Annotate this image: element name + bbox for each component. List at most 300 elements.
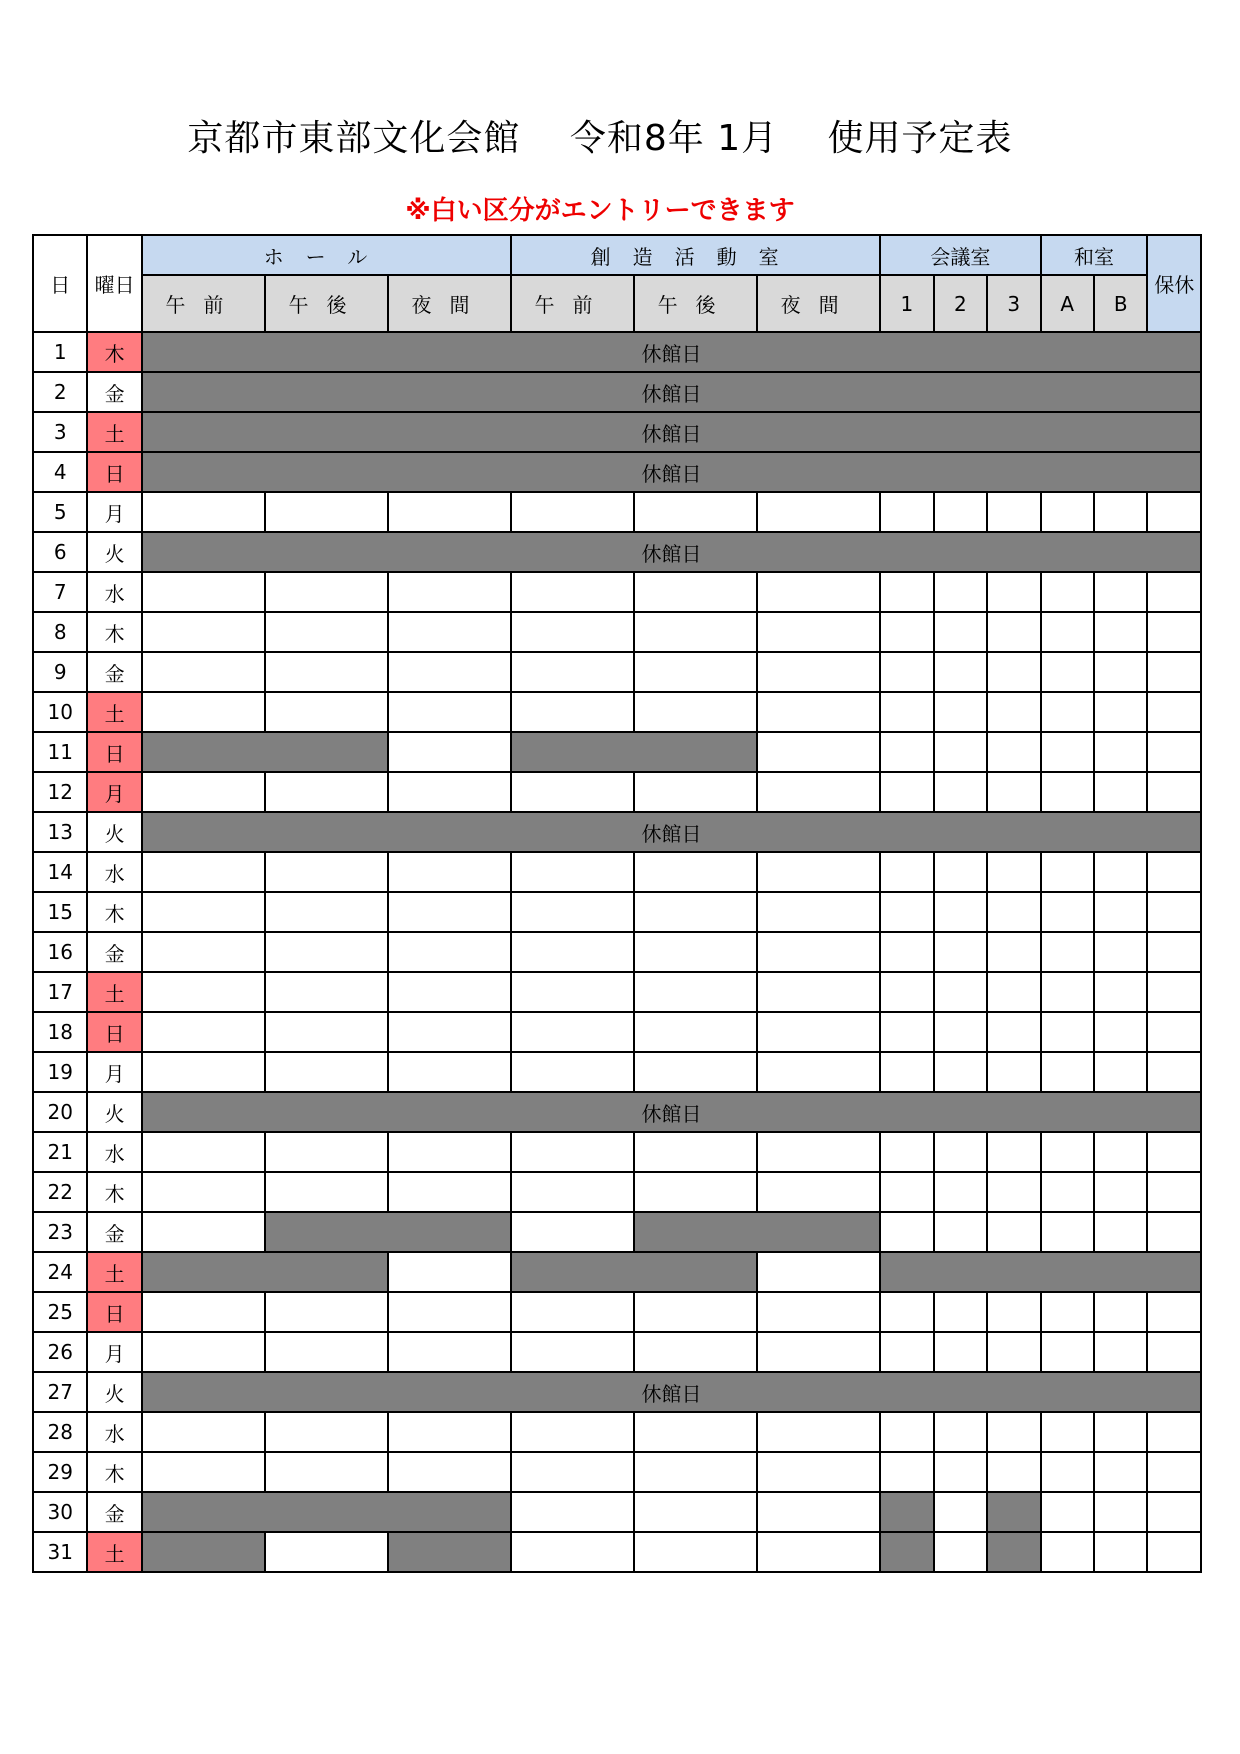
available-slot-hall_night[interactable] [388,572,511,612]
available-slot-hall_am[interactable] [142,1132,265,1172]
day-number: 28 [33,1412,87,1452]
available-slot-hall_am[interactable] [142,652,265,692]
available-slot-m3[interactable] [987,1132,1040,1172]
available-slot-cr_am[interactable] [511,572,634,612]
available-slot-m1[interactable] [880,972,933,1012]
available-slot-m2[interactable] [934,1012,987,1052]
occupied-slot [142,1532,265,1572]
available-slot-cr_pm[interactable] [634,492,757,532]
available-slot-hall_night[interactable] [388,1252,511,1292]
available-slot-wa[interactable] [1041,1212,1094,1252]
available-slot-m2[interactable] [934,1172,987,1212]
available-slot-m1[interactable] [880,1452,933,1492]
available-slot-m2[interactable] [934,572,987,612]
header-creative-room: 創造活動室 [511,235,880,275]
available-slot-m2[interactable] [934,492,987,532]
available-slot-hall_pm[interactable] [265,1292,388,1332]
day-row [33,532,1201,572]
available-slot-m3[interactable] [987,1292,1040,1332]
available-slot-cr_night[interactable] [757,692,880,732]
closed-day-cell: 休館日 [142,372,1201,412]
available-slot-hokyu[interactable] [1147,1212,1201,1252]
available-slot-wb[interactable] [1094,892,1147,932]
available-slot-cr_pm[interactable] [634,852,757,892]
available-slot-cr_am[interactable] [511,652,634,692]
available-slot-m1[interactable] [880,1052,933,1092]
available-slot-cr_pm[interactable] [634,1532,757,1572]
day-row [33,1252,1201,1292]
available-slot-cr_night[interactable] [757,852,880,892]
available-slot-cr_night[interactable] [757,1012,880,1052]
available-slot-hall_night[interactable] [388,492,511,532]
available-slot-m1[interactable] [880,572,933,612]
available-slot-hall_am[interactable] [142,1052,265,1092]
available-slot-m3[interactable] [987,1212,1040,1252]
available-slot-wb[interactable] [1094,732,1147,772]
available-slot-wa[interactable] [1041,1012,1094,1052]
header-meeting-3: 3 [987,275,1040,332]
available-slot-hall_pm[interactable] [265,852,388,892]
available-slot-m1[interactable] [880,692,933,732]
header-washitsu-b: B [1094,275,1147,332]
available-slot-hall_night[interactable] [388,772,511,812]
available-slot-hall_night[interactable] [388,932,511,972]
available-slot-m2[interactable] [934,892,987,932]
weekday-cell: 土 [87,1252,141,1292]
available-slot-m3[interactable] [987,972,1040,1012]
weekday-cell: 金 [87,932,141,972]
available-slot-wb[interactable] [1094,572,1147,612]
available-slot-m3[interactable] [987,772,1040,812]
available-slot-cr_am[interactable] [511,1332,634,1372]
available-slot-hall_am[interactable] [142,772,265,812]
available-slot-cr_night[interactable] [757,1532,880,1572]
available-slot-m3[interactable] [987,852,1040,892]
available-slot-hall_pm[interactable] [265,1532,388,1572]
day-number: 13 [33,812,87,852]
day-number: 20 [33,1092,87,1132]
weekday-cell: 木 [87,1452,141,1492]
available-slot-m2[interactable] [934,1452,987,1492]
available-slot-wb[interactable] [1094,1452,1147,1492]
available-slot-hall_night[interactable] [388,612,511,652]
available-slot-wa[interactable] [1041,932,1094,972]
available-slot-cr_pm[interactable] [634,1332,757,1372]
available-slot-wa[interactable] [1041,1492,1094,1532]
available-slot-m1[interactable] [880,1292,933,1332]
available-slot-hall_pm[interactable] [265,492,388,532]
available-slot-cr_night[interactable] [757,652,880,692]
available-slot-m3[interactable] [987,612,1040,652]
available-slot-cr_night[interactable] [757,1252,880,1292]
available-slot-cr_am[interactable] [511,1412,634,1452]
day-number: 18 [33,1012,87,1052]
available-slot-m2[interactable] [934,1052,987,1092]
available-slot-hokyu[interactable] [1147,492,1201,532]
available-slot-cr_pm[interactable] [634,1052,757,1092]
available-slot-hokyu[interactable] [1147,732,1201,772]
available-slot-wb[interactable] [1094,1412,1147,1452]
available-slot-wb[interactable] [1094,1492,1147,1532]
available-slot-cr_pm[interactable] [634,1132,757,1172]
available-slot-wa[interactable] [1041,572,1094,612]
available-slot-hokyu[interactable] [1147,852,1201,892]
available-slot-cr_pm[interactable] [634,932,757,972]
available-slot-wa[interactable] [1041,1052,1094,1092]
available-slot-hall_night[interactable] [388,892,511,932]
available-slot-m2[interactable] [934,732,987,772]
available-slot-cr_pm[interactable] [634,1172,757,1212]
available-slot-hokyu[interactable] [1147,612,1201,652]
available-slot-cr_pm[interactable] [634,572,757,612]
available-slot-m1[interactable] [880,1332,933,1372]
day-row [33,932,1201,972]
available-slot-wb[interactable] [1094,972,1147,1012]
available-slot-cr_am[interactable] [511,492,634,532]
available-slot-cr_am[interactable] [511,612,634,652]
available-slot-cr_am[interactable] [511,692,634,732]
available-slot-cr_pm[interactable] [634,1012,757,1052]
available-slot-wb[interactable] [1094,1532,1147,1572]
available-slot-hall_pm[interactable] [265,932,388,972]
available-slot-cr_pm[interactable] [634,1452,757,1492]
weekday-cell: 土 [87,1532,141,1572]
available-slot-hokyu[interactable] [1147,1132,1201,1172]
available-slot-wa[interactable] [1041,612,1094,652]
available-slot-hall_night[interactable] [388,1132,511,1172]
available-slot-wb[interactable] [1094,652,1147,692]
available-slot-m2[interactable] [934,1132,987,1172]
available-slot-cr_night[interactable] [757,1452,880,1492]
available-slot-hokyu[interactable] [1147,1452,1201,1492]
weekday-cell: 日 [87,732,141,772]
available-slot-wb[interactable] [1094,1132,1147,1172]
available-slot-hokyu[interactable] [1147,1172,1201,1212]
day-number: 23 [33,1212,87,1252]
available-slot-wa[interactable] [1041,852,1094,892]
available-slot-m1[interactable] [880,1212,933,1252]
day-number: 9 [33,652,87,692]
available-slot-hall_night[interactable] [388,692,511,732]
weekday-cell: 火 [87,812,141,852]
day-row [33,972,1201,1012]
day-number: 21 [33,1132,87,1172]
available-slot-wb[interactable] [1094,492,1147,532]
available-slot-cr_am[interactable] [511,932,634,972]
available-slot-m3[interactable] [987,892,1040,932]
available-slot-wa[interactable] [1041,1292,1094,1332]
available-slot-hokyu[interactable] [1147,932,1201,972]
available-slot-m1[interactable] [880,1132,933,1172]
available-slot-wa[interactable] [1041,652,1094,692]
day-row [33,692,1201,732]
available-slot-cr_am[interactable] [511,772,634,812]
available-slot-wa[interactable] [1041,892,1094,932]
available-slot-cr_night[interactable] [757,1052,880,1092]
available-slot-hall_am[interactable] [142,972,265,1012]
available-slot-cr_am[interactable] [511,1012,634,1052]
available-slot-m1[interactable] [880,892,933,932]
available-slot-cr_am[interactable] [511,892,634,932]
available-slot-hall_pm[interactable] [265,1412,388,1452]
available-slot-cr_pm[interactable] [634,652,757,692]
weekday-cell: 水 [87,572,141,612]
available-slot-hokyu[interactable] [1147,1012,1201,1052]
available-slot-hokyu[interactable] [1147,1492,1201,1532]
available-slot-hokyu[interactable] [1147,972,1201,1012]
day-number: 11 [33,732,87,772]
occupied-slot [511,1252,757,1292]
available-slot-wb[interactable] [1094,1172,1147,1212]
available-slot-hall_night[interactable] [388,852,511,892]
available-slot-m3[interactable] [987,692,1040,732]
available-slot-wb[interactable] [1094,1332,1147,1372]
day-row [33,612,1201,652]
available-slot-hall_am[interactable] [142,692,265,732]
available-slot-cr_pm[interactable] [634,692,757,732]
available-slot-hall_am[interactable] [142,1172,265,1212]
available-slot-hall_night[interactable] [388,1172,511,1212]
available-slot-hall_pm[interactable] [265,652,388,692]
available-slot-hokyu[interactable] [1147,1292,1201,1332]
available-slot-m1[interactable] [880,1012,933,1052]
available-slot-cr_am[interactable] [511,1292,634,1332]
available-slot-m2[interactable] [934,972,987,1012]
weekday-cell: 日 [87,452,141,492]
available-slot-hokyu[interactable] [1147,1412,1201,1452]
available-slot-wb[interactable] [1094,1012,1147,1052]
available-slot-hokyu[interactable] [1147,652,1201,692]
available-slot-hall_night[interactable] [388,1332,511,1372]
available-slot-cr_night[interactable] [757,892,880,932]
available-slot-cr_pm[interactable] [634,772,757,812]
available-slot-cr_am[interactable] [511,1452,634,1492]
available-slot-cr_night[interactable] [757,1132,880,1172]
available-slot-hall_night[interactable] [388,652,511,692]
available-slot-wb[interactable] [1094,612,1147,652]
available-slot-wa[interactable] [1041,1532,1094,1572]
available-slot-cr_night[interactable] [757,572,880,612]
available-slot-hall_pm[interactable] [265,692,388,732]
available-slot-m3[interactable] [987,492,1040,532]
weekday-cell: 金 [87,1212,141,1252]
entry-notice: ※白い区分がエントリーできます [405,196,795,226]
day-number: 16 [33,932,87,972]
available-slot-m3[interactable] [987,1412,1040,1452]
available-slot-cr_am[interactable] [511,1132,634,1172]
available-slot-wa[interactable] [1041,492,1094,532]
available-slot-cr_pm[interactable] [634,972,757,1012]
closed-day-cell: 休館日 [142,1092,1201,1132]
available-slot-cr_pm[interactable] [634,1492,757,1532]
available-slot-m1[interactable] [880,852,933,892]
available-slot-wb[interactable] [1094,932,1147,972]
available-slot-wb[interactable] [1094,772,1147,812]
available-slot-m3[interactable] [987,1452,1040,1492]
available-slot-cr_am[interactable] [511,972,634,1012]
available-slot-hall_am[interactable] [142,932,265,972]
available-slot-m3[interactable] [987,572,1040,612]
available-slot-hall_pm[interactable] [265,892,388,932]
available-slot-hall_am[interactable] [142,1452,265,1492]
available-slot-hall_night[interactable] [388,1012,511,1052]
available-slot-hokyu[interactable] [1147,1332,1201,1372]
day-row [33,732,1201,772]
available-slot-m3[interactable] [987,1052,1040,1092]
available-slot-m2[interactable] [934,852,987,892]
available-slot-hall_pm[interactable] [265,612,388,652]
weekday-cell: 土 [87,692,141,732]
available-slot-cr_night[interactable] [757,1492,880,1532]
available-slot-hall_am[interactable] [142,1012,265,1052]
available-slot-hall_am[interactable] [142,1412,265,1452]
available-slot-wa[interactable] [1041,1452,1094,1492]
available-slot-hall_am[interactable] [142,852,265,892]
available-slot-hall_pm[interactable] [265,972,388,1012]
available-slot-hall_pm[interactable] [265,1132,388,1172]
header-creative-pm: 午後 [634,275,757,332]
available-slot-hall_night[interactable] [388,732,511,772]
available-slot-wb[interactable] [1094,1292,1147,1332]
day-row [33,1332,1201,1372]
day-number: 5 [33,492,87,532]
available-slot-hokyu[interactable] [1147,1532,1201,1572]
available-slot-hall_night[interactable] [388,1452,511,1492]
available-slot-hall_am[interactable] [142,492,265,532]
available-slot-m3[interactable] [987,932,1040,972]
available-slot-cr_pm[interactable] [634,612,757,652]
available-slot-m3[interactable] [987,1172,1040,1212]
available-slot-m2[interactable] [934,692,987,732]
available-slot-m1[interactable] [880,652,933,692]
available-slot-cr_night[interactable] [757,492,880,532]
available-slot-hall_pm[interactable] [265,1452,388,1492]
available-slot-hall_night[interactable] [388,972,511,1012]
occupied-slot [880,1252,1201,1292]
available-slot-m1[interactable] [880,612,933,652]
available-slot-hall_am[interactable] [142,1332,265,1372]
available-slot-m2[interactable] [934,1492,987,1532]
available-slot-cr_am[interactable] [511,1212,634,1252]
available-slot-m1[interactable] [880,492,933,532]
available-slot-wa[interactable] [1041,732,1094,772]
available-slot-m1[interactable] [880,1412,933,1452]
available-slot-cr_night[interactable] [757,972,880,1012]
available-slot-hall_pm[interactable] [265,1052,388,1092]
day-row [33,1132,1201,1172]
available-slot-wa[interactable] [1041,1412,1094,1452]
available-slot-m2[interactable] [934,1532,987,1572]
weekday-cell: 木 [87,1172,141,1212]
available-slot-hall_pm[interactable] [265,572,388,612]
available-slot-wa[interactable] [1041,972,1094,1012]
page-title: 京都市東部文化会館 令和8年 1月 使用予定表 [187,118,1013,159]
available-slot-m2[interactable] [934,652,987,692]
available-slot-cr_night[interactable] [757,932,880,972]
available-slot-m2[interactable] [934,932,987,972]
available-slot-cr_pm[interactable] [634,1292,757,1332]
available-slot-wb[interactable] [1094,1052,1147,1092]
available-slot-cr_night[interactable] [757,732,880,772]
available-slot-hokyu[interactable] [1147,692,1201,732]
available-slot-hall_night[interactable] [388,1052,511,1092]
available-slot-m3[interactable] [987,652,1040,692]
available-slot-m3[interactable] [987,732,1040,772]
available-slot-hall_am[interactable] [142,1212,265,1252]
weekday-cell: 月 [87,492,141,532]
available-slot-cr_am[interactable] [511,1172,634,1212]
closed-day-cell: 休館日 [142,412,1201,452]
weekday-cell: 月 [87,1332,141,1372]
available-slot-m2[interactable] [934,1412,987,1452]
available-slot-cr_pm[interactable] [634,892,757,932]
available-slot-hall_pm[interactable] [265,1012,388,1052]
available-slot-hall_am[interactable] [142,1292,265,1332]
available-slot-hall_night[interactable] [388,1412,511,1452]
day-row [33,1012,1201,1052]
available-slot-cr_night[interactable] [757,1172,880,1212]
available-slot-hokyu[interactable] [1147,892,1201,932]
available-slot-m2[interactable] [934,612,987,652]
available-slot-wa[interactable] [1041,1332,1094,1372]
day-row [33,572,1201,612]
available-slot-m2[interactable] [934,1332,987,1372]
available-slot-wa[interactable] [1041,692,1094,732]
available-slot-hall_pm[interactable] [265,1332,388,1372]
available-slot-hall_night[interactable] [388,1292,511,1332]
day-number: 19 [33,1052,87,1092]
closed-day-cell: 休館日 [142,332,1201,372]
available-slot-cr_am[interactable] [511,1492,634,1532]
available-slot-cr_night[interactable] [757,1292,880,1332]
closed-day-cell: 休館日 [142,812,1201,852]
available-slot-hokyu[interactable] [1147,772,1201,812]
available-slot-cr_am[interactable] [511,1052,634,1092]
available-slot-wa[interactable] [1041,1132,1094,1172]
available-slot-hokyu[interactable] [1147,1052,1201,1092]
day-row [33,1452,1201,1492]
available-slot-m3[interactable] [987,1012,1040,1052]
available-slot-wb[interactable] [1094,1212,1147,1252]
available-slot-m2[interactable] [934,772,987,812]
available-slot-wa[interactable] [1041,772,1094,812]
available-slot-hall_am[interactable] [142,892,265,932]
available-slot-hall_pm[interactable] [265,1172,388,1212]
available-slot-wa[interactable] [1041,1172,1094,1212]
available-slot-cr_am[interactable] [511,852,634,892]
header-meeting-room: 会議室 [880,235,1040,275]
available-slot-hall_pm[interactable] [265,772,388,812]
available-slot-m1[interactable] [880,732,933,772]
available-slot-m3[interactable] [987,1332,1040,1372]
available-slot-m1[interactable] [880,772,933,812]
available-slot-cr_night[interactable] [757,772,880,812]
available-slot-cr_pm[interactable] [634,1412,757,1452]
available-slot-m2[interactable] [934,1212,987,1252]
available-slot-cr_am[interactable] [511,1532,634,1572]
available-slot-m2[interactable] [934,1292,987,1332]
available-slot-wb[interactable] [1094,852,1147,892]
available-slot-cr_night[interactable] [757,1412,880,1452]
available-slot-wb[interactable] [1094,692,1147,732]
available-slot-hall_am[interactable] [142,572,265,612]
available-slot-cr_night[interactable] [757,612,880,652]
available-slot-hall_am[interactable] [142,612,265,652]
available-slot-m1[interactable] [880,932,933,972]
available-slot-hokyu[interactable] [1147,572,1201,612]
available-slot-m1[interactable] [880,1172,933,1212]
available-slot-cr_night[interactable] [757,1332,880,1372]
